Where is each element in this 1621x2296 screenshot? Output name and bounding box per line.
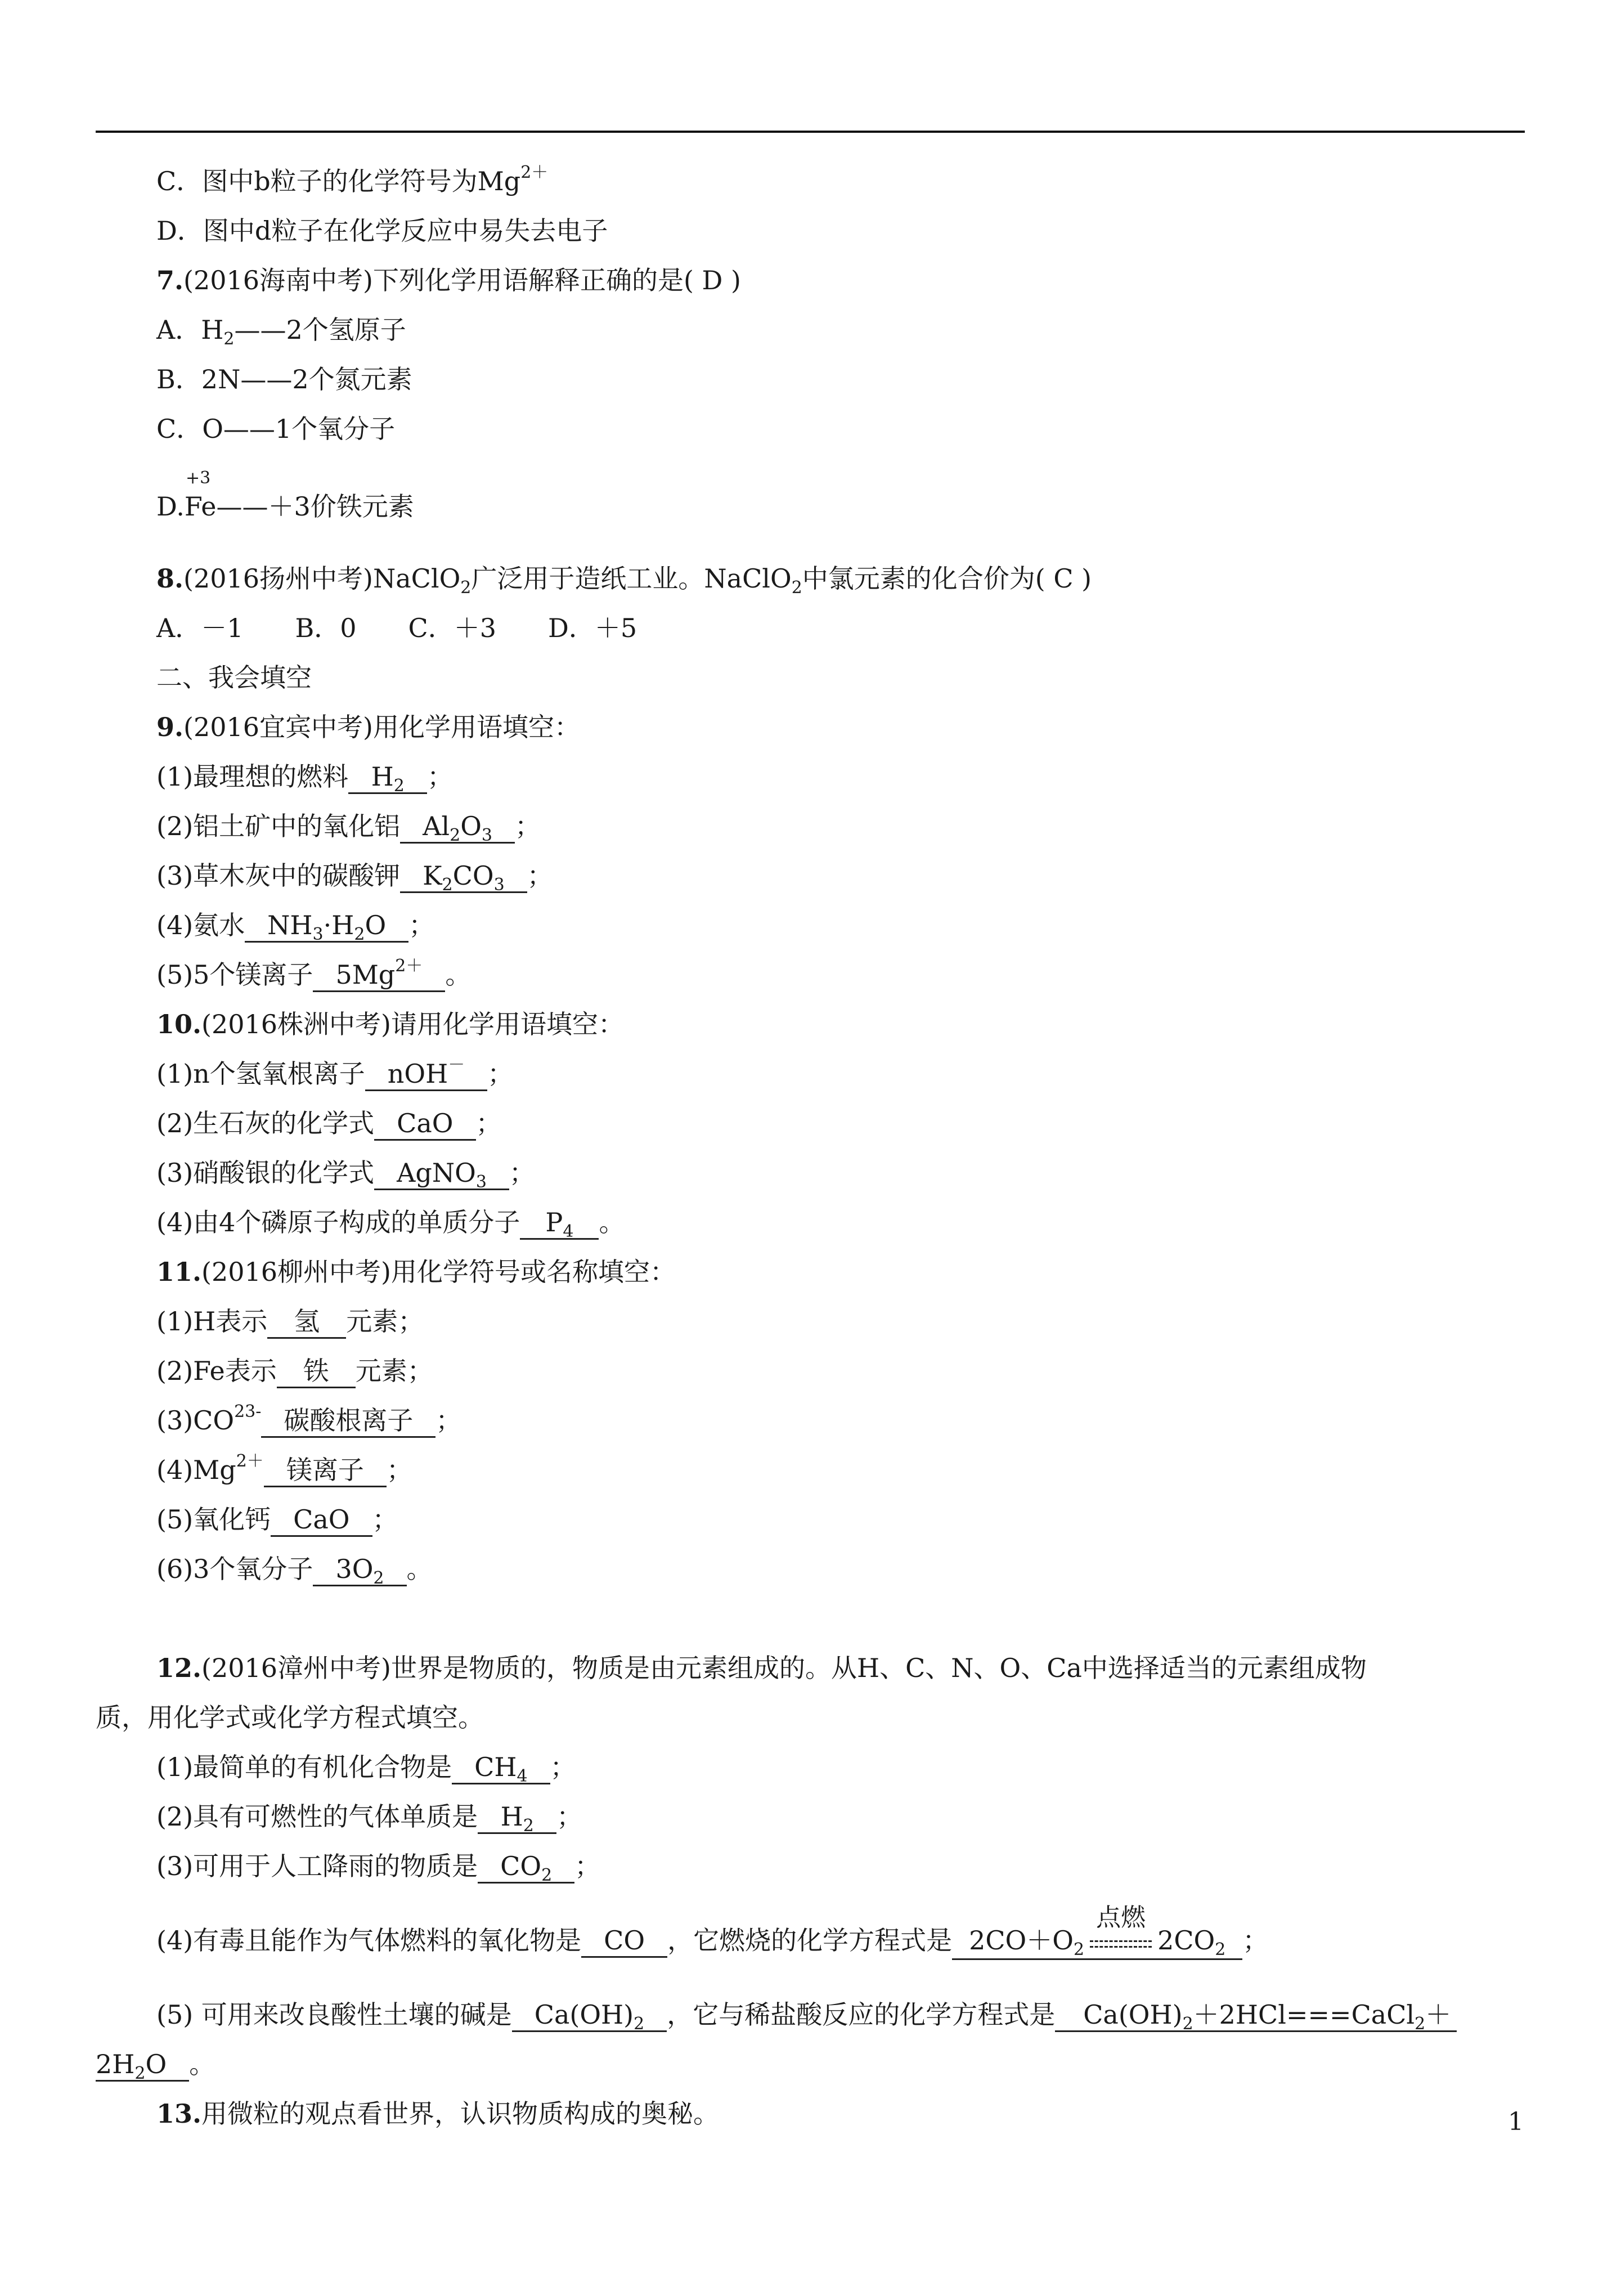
reaction-condition: 点燃 <box>1090 1925 1152 1958</box>
q11-item-3: $(3)CO^{23-}$ 碳酸根离子 ； <box>156 1403 461 1438</box>
q12-item-1: (1)最简单的有机化合物是 $CH_4$ ； <box>156 1752 576 1786</box>
question-12-cont: 质，用化学式或化学方程式填空。 <box>96 1702 484 1733</box>
q9-item-1: (1)最理想的燃料 $H_2$ ； <box>156 761 453 796</box>
question-10: 10.(2016株洲中考)请用化学用语填空： <box>156 1009 624 1039</box>
answer-blank: $K_2CO_3$ <box>400 860 527 893</box>
answer-blank: $CO_2$ <box>478 1850 574 1884</box>
q12-item-4: (4)有毒且能作为气体燃料的氧化物是 CO ，它燃烧的化学方程式是 $2CO+O_2$ 点燃 $2CO_2$ ； <box>156 1903 1269 1959</box>
answer-blank-equation: $Ca(OH)_2+2HCl===CaCl_2+$ <box>1055 1999 1457 2032</box>
answer-blank: $H_2$ <box>478 1801 556 1834</box>
answer-blank: $P_4$ <box>520 1207 599 1240</box>
q7-option-c: C．O——1个氧分子 <box>156 414 396 444</box>
answer-blank: 氢 <box>267 1306 346 1339</box>
q9-item-4: (4)氨水 $NH_3\cdot H_2O$ ； <box>156 910 435 944</box>
q11-item-5: (5)氧化钙 CaO ； <box>156 1503 398 1537</box>
q7-option-a: A．$H_2——2$个氢原子 <box>156 315 406 349</box>
q9-item-2: (2)铝土矿中的氧化铝 $Al_2O_3$ ； <box>156 811 541 845</box>
question-11: 11.(2016柳州中考)用化学符号或名称填空： <box>156 1257 676 1287</box>
answer-blank: $NH_3\cdot H_2O$ <box>245 909 408 943</box>
answer-blank: nOH－ <box>365 1058 487 1091</box>
answer-blank: AgNO$_3$ <box>374 1157 509 1190</box>
q12-item-5: (5) 可用来改良酸性土壤的碱是 $Ca(OH)_2$ ，它与稀盐酸反应的化学方程式是 $Ca(OH)_2+2HCl===CaCl_2+$ <box>156 1998 1457 2032</box>
header-rule <box>96 131 1525 133</box>
q12-item-3: (3)可用于人工降雨的物质是 $CO_2$ ； <box>156 1851 601 1885</box>
q7-option-d: D.Fe——＋3价铁元素 <box>156 491 414 522</box>
answer-blank: $3O_2$ <box>313 1553 406 1586</box>
answer-blank-equation-cont: $2H_2O$ <box>96 2048 189 2082</box>
q10-item-2: (2)生石灰的化学式 CaO ； <box>156 1106 502 1141</box>
answer-blank: 铁 <box>277 1355 356 1388</box>
answer-blank: 镁离子 <box>264 1454 387 1487</box>
answer-blank: $5Mg^{2+}$ <box>313 959 445 992</box>
q10-item-1: (1)n个氢氧根离子 nOH－ ； <box>156 1057 513 1091</box>
answer-blank: $CH_4$ <box>452 1751 550 1784</box>
q12-item-2: (2)具有可燃性的气体单质是 $H_2$ ； <box>156 1801 583 1836</box>
answer-blank: CO <box>581 1925 667 1958</box>
q9-item-3: (3)草木灰中的碳酸钾 $K_2CO_3$ ； <box>156 860 553 895</box>
q11-item-1: (1)H表示 氢 元素； <box>156 1304 424 1339</box>
question-13: 13.用微粒的观点看世界，认识物质构成的奥秘。 <box>156 2098 720 2129</box>
answer-blank: 碳酸根离子 <box>261 1405 435 1438</box>
q9-item-5: (5)5个镁离子 $5Mg^{2+}$ 。 <box>156 958 471 992</box>
section-2-heading: 二、我会填空 <box>156 662 312 693</box>
page-number: 1 <box>1508 2107 1524 2136</box>
q10-item-3: (3)硝酸银的化学式 AgNO$_3$ ； <box>156 1158 535 1192</box>
q11-item-4: $(4)Mg^{2+}$ 镁离子 ； <box>156 1453 412 1487</box>
question-7: 7.(2016海南中考)下列化学用语解释正确的是( D ) <box>156 265 742 295</box>
answer-blank: $Ca(OH)_2$ <box>512 1999 667 2032</box>
q11-item-2: (2)Fe表示 铁 元素； <box>156 1354 433 1388</box>
option-c-line: C．图中b粒子的化学符号为$Mg^{2+}$ <box>156 163 549 196</box>
option-d-line: D．图中d粒子在化学反应中易失去电子 <box>156 216 608 246</box>
answer-blank: CaO <box>374 1107 475 1141</box>
answer-blank: CaO <box>271 1504 372 1537</box>
q12-item-5-cont: $2H_2O$ 。 <box>96 2049 215 2083</box>
q11-item-6: (6)3个氧分子 $3O_2$ 。 <box>156 1554 433 1588</box>
question-12: 12.(2016漳州中考)世界是物质的，物质是由元素组成的。从H、C、N、O、Ca中选择适当的元素组成物 <box>156 1653 1367 1683</box>
question-8: 8.(2016扬州中考)NaClO$_2$广泛用于造纸工业。NaClO$_2$中氯元素的化合价为( C ) <box>156 563 1092 598</box>
answer-blank-equation: $2CO+O_2$ 点燃 $2CO_2$ <box>952 1925 1242 1960</box>
answer-blank: $Al_2O_3$ <box>400 810 515 844</box>
answer-blank: $H_2$ <box>348 761 427 794</box>
question-9: 9.(2016宜宾中考)用化学用语填空： <box>156 712 580 742</box>
q8-options: A．－1 B．0 C．＋3 D．＋5 <box>156 613 637 643</box>
q7-valence-mark: +3 <box>186 468 211 488</box>
q7-option-b: B．2N——2个氮元素 <box>156 364 412 394</box>
q10-item-4: (4)由4个磷原子构成的单质分子 $P_4$ 。 <box>156 1207 625 1241</box>
